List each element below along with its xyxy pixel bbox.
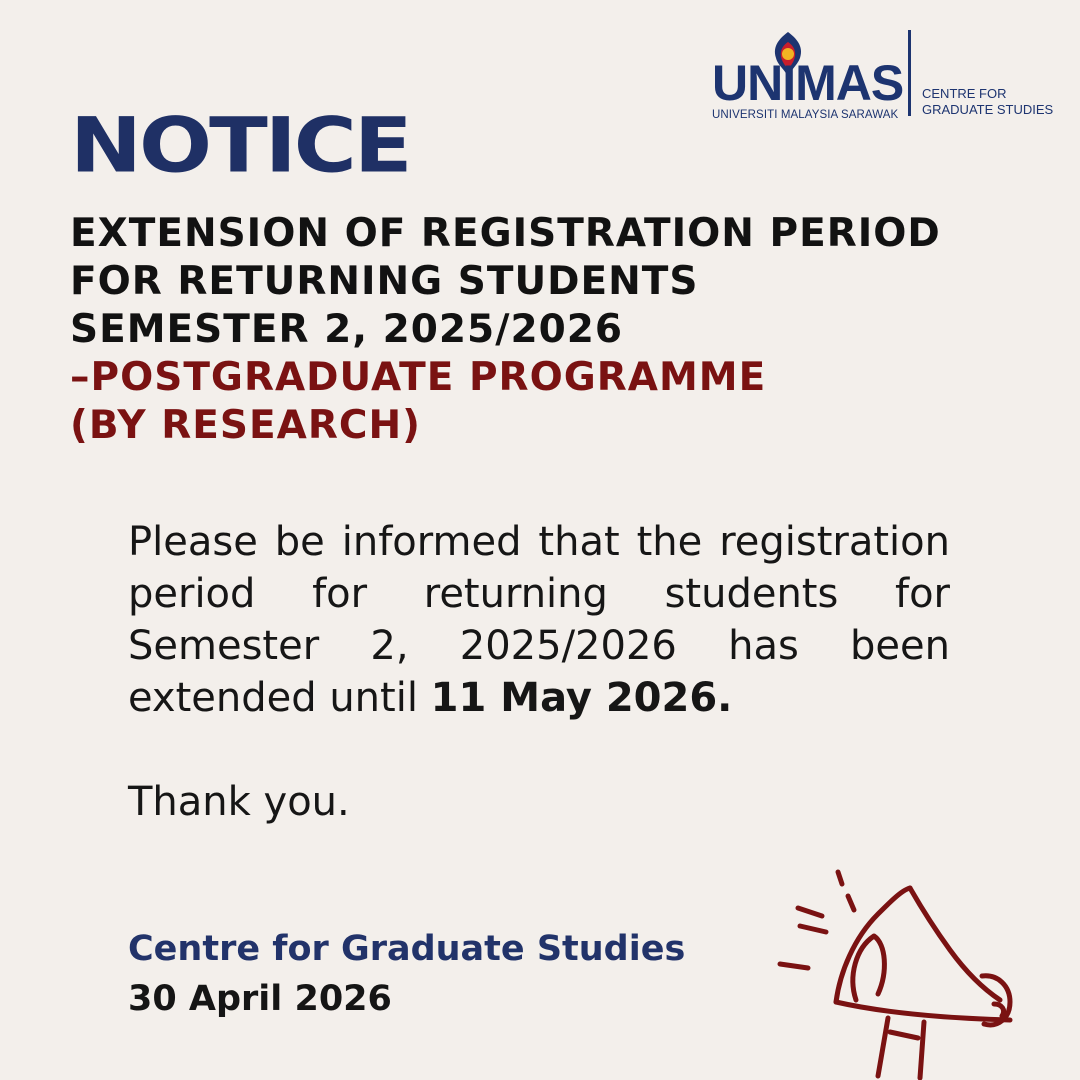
thanks-text: Thank you. — [128, 779, 350, 825]
megaphone-icon — [770, 862, 1040, 1080]
deadline-date: 11 May 2026. — [430, 675, 733, 721]
title-line-3: SEMESTER 2, 2025/2026 — [70, 307, 623, 352]
logo-department-line2: GRADUATE STUDIES — [922, 102, 1054, 117]
notice-body — [128, 516, 950, 724]
signature-organization: Centre for Graduate Studies — [128, 929, 686, 969]
logo-divider — [908, 30, 911, 116]
logo-wordmark: UNIMAS — [712, 55, 904, 111]
title-line-2: FOR RETURNING STUDENTS — [70, 259, 699, 304]
unimas-logo — [708, 28, 1068, 128]
logo-department-line1: CENTRE FOR — [922, 86, 1007, 101]
signature-date: 30 April 2026 — [128, 979, 392, 1019]
logo-department — [922, 86, 1053, 118]
logo-university-name: UNIVERSITI MALAYSIA SARAWAK — [712, 109, 899, 121]
notice-heading: NOTICE — [70, 101, 410, 190]
title-line-4: –POSTGRADUATE PROGRAMME — [70, 355, 767, 400]
title-line-1: EXTENSION OF REGISTRATION PERIOD — [70, 211, 941, 256]
notice-title — [70, 210, 941, 450]
notice-body-text: Please be informed that the registration period for returning students for Semester 2, 2025/2026 has been extended until — [128, 519, 950, 721]
title-line-5: (BY RESEARCH) — [70, 403, 421, 448]
